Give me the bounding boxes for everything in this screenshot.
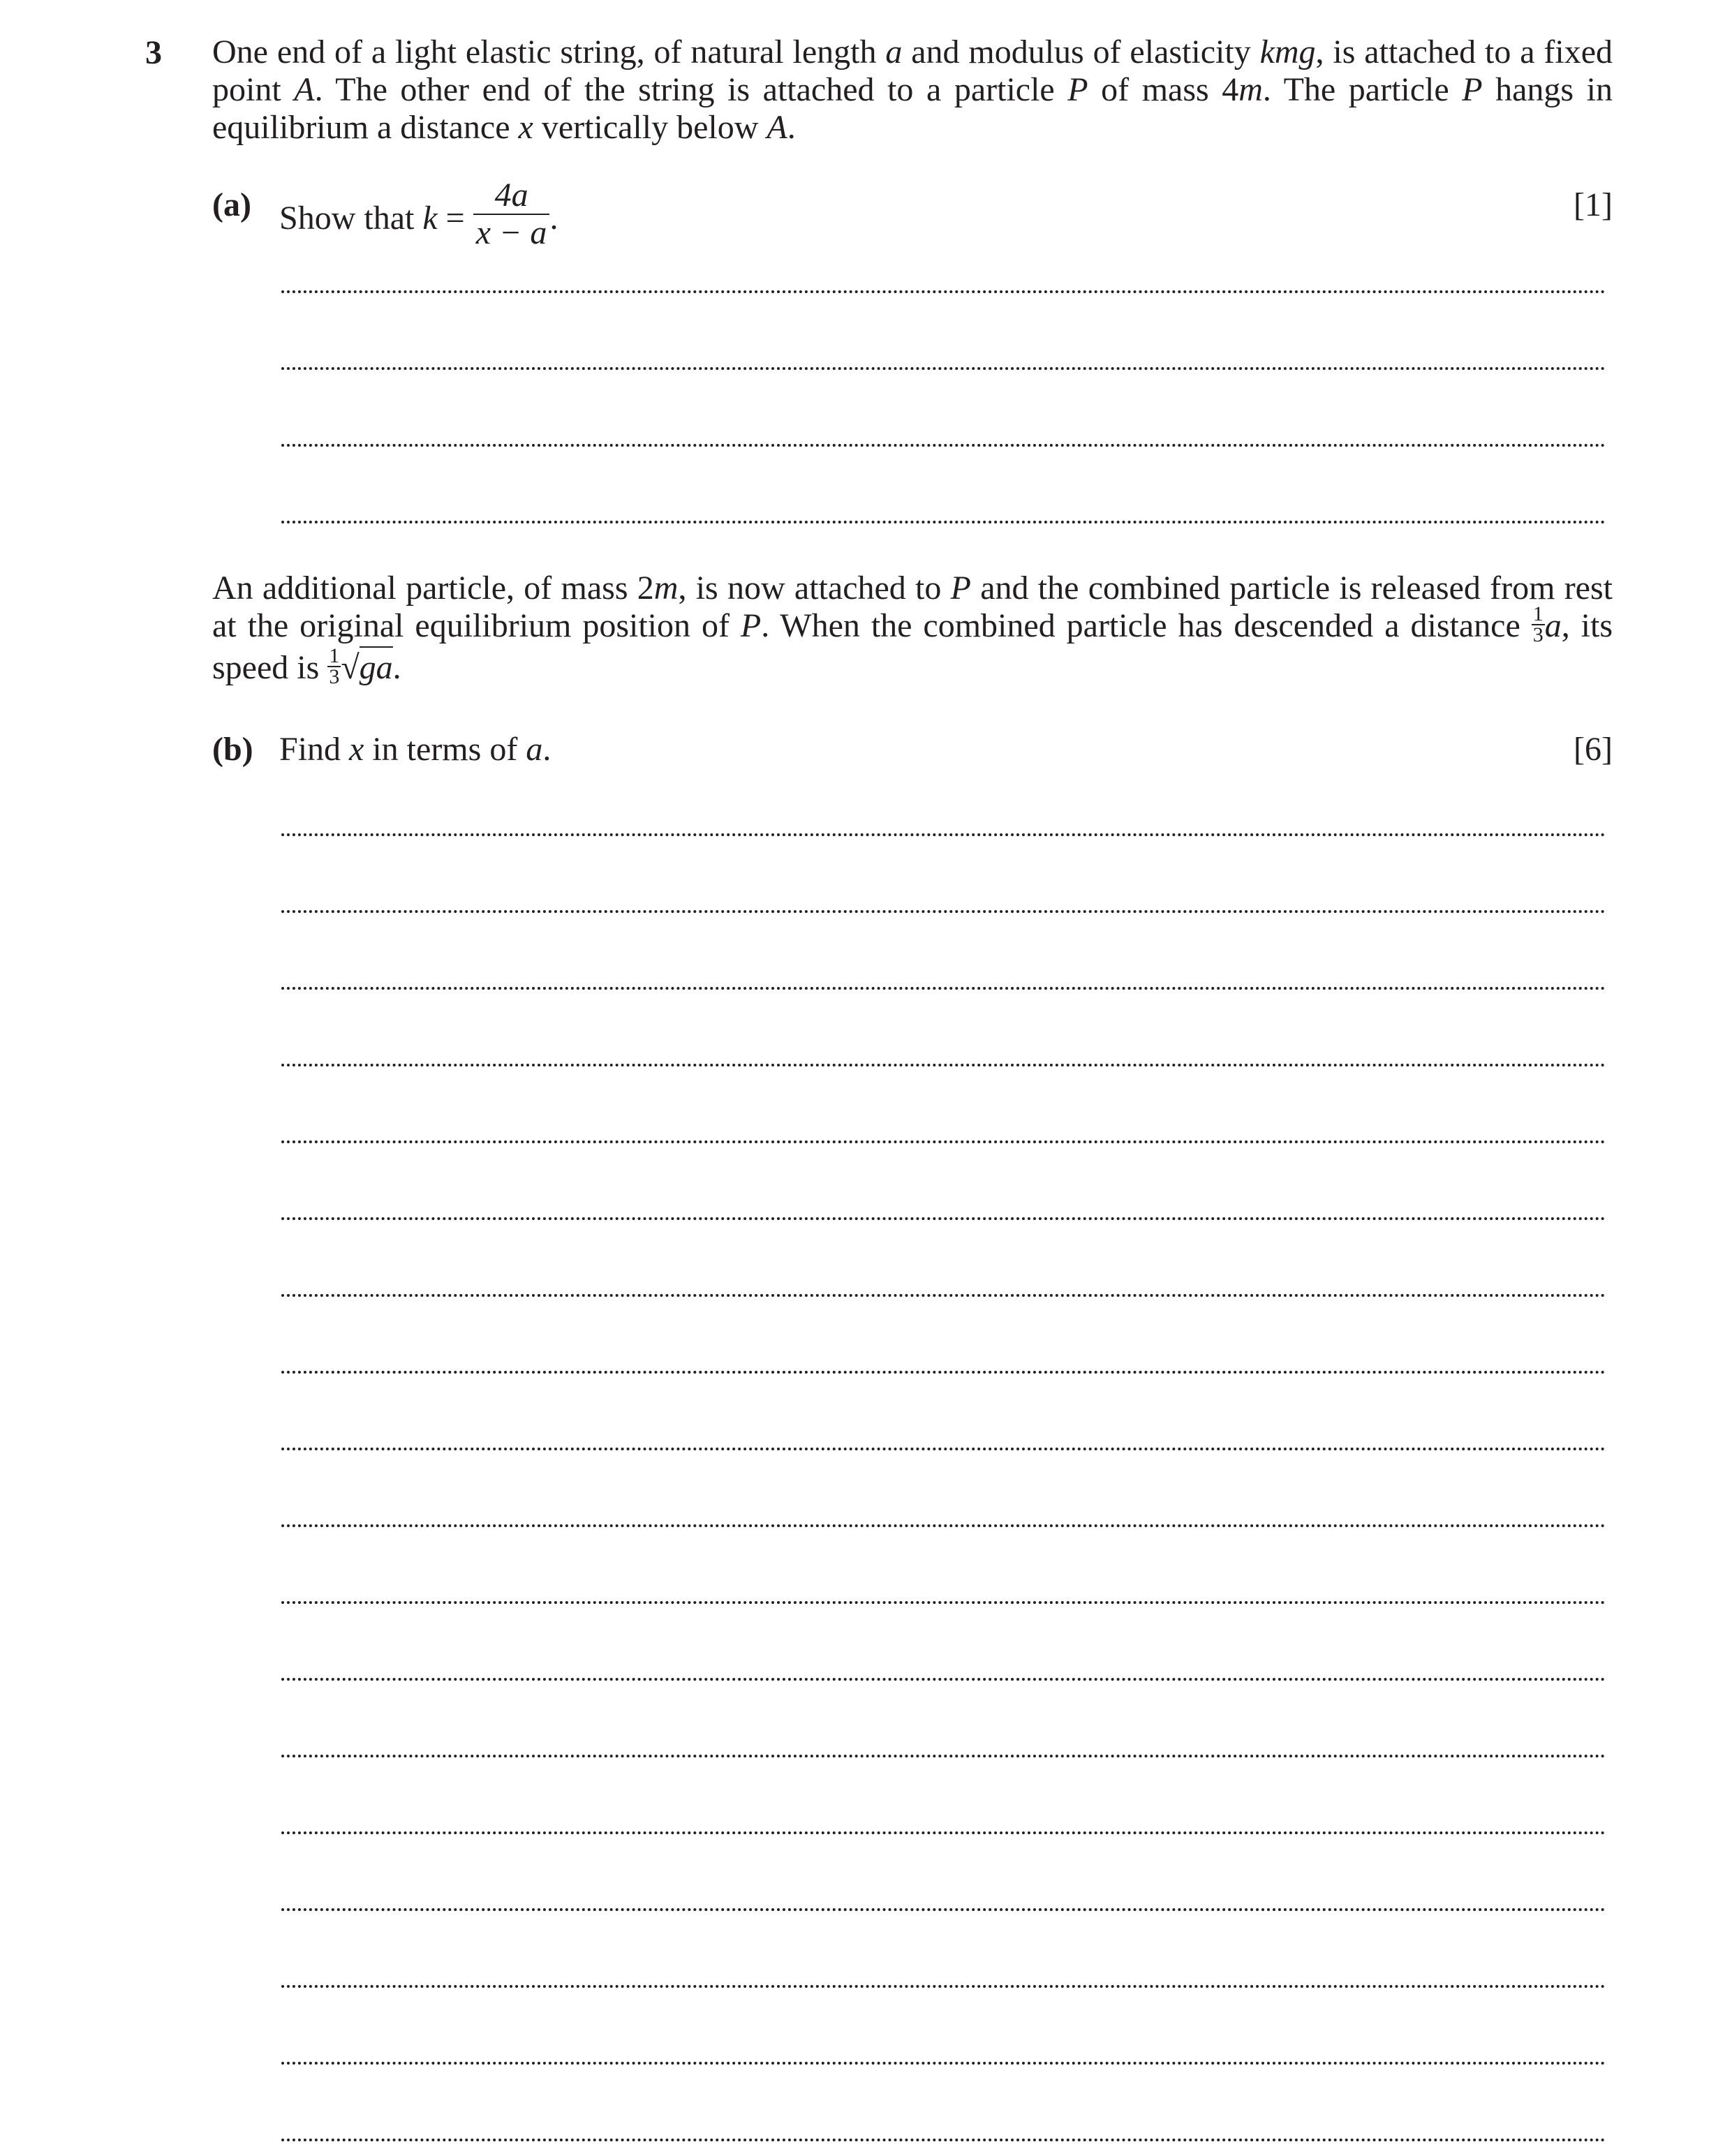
sqrt-symbol: √ — [341, 648, 360, 686]
answer-line[interactable] — [281, 1371, 1606, 1374]
answer-line[interactable] — [281, 833, 1606, 836]
part-a-label: (a) — [212, 186, 251, 223]
question-stem: One end of a light elastic string, of natural length a and modulus of elasticity kmg, is attached to a fixed point A. The other end of the string is attached to a particle P of mass 4m. The particle P hangs in equilibrium a distance x vertically below A. — [212, 34, 1613, 146]
answer-line[interactable] — [281, 367, 1606, 370]
fraction-4a-over-x-minus-a: $\frac{4a}{x - a}$ — [473, 177, 550, 251]
answer-line[interactable] — [281, 1294, 1606, 1297]
answer-line[interactable] — [281, 1448, 1606, 1450]
answer-line[interactable] — [281, 987, 1606, 990]
answer-line[interactable] — [281, 2139, 1606, 2141]
answer-line[interactable] — [281, 290, 1606, 293]
part-b-label: (b) — [212, 731, 253, 768]
answer-line[interactable] — [281, 1064, 1606, 1066]
part-b-marks: [6] — [1574, 731, 1613, 768]
answer-line[interactable] — [281, 1908, 1606, 1911]
part-b-answer-area[interactable] — [281, 0, 1606, 2156]
part-a-marks: [1] — [1574, 186, 1613, 223]
answer-line[interactable] — [281, 1601, 1606, 1604]
answer-line[interactable] — [281, 1831, 1606, 1834]
answer-line[interactable] — [281, 1524, 1606, 1527]
part-a-prompt: Show that k = $\frac{4a}{x - a}$ . — [279, 177, 558, 251]
answer-line[interactable] — [281, 1755, 1606, 1757]
answer-line[interactable] — [281, 521, 1606, 523]
part-b-prompt: Find x in terms of a. — [279, 731, 552, 768]
answer-line[interactable] — [281, 1217, 1606, 1220]
additional-info: An additional particle, of mass 2m, is now attached to P and the combined particle is released from rest at the original equilibrium position of P. When the combined particle has descended a distance $\frac{1}{3}$ a, its speed is $\frac{1}{3}$ √ga. — [212, 570, 1613, 688]
answer-line[interactable] — [281, 1140, 1606, 1143]
answer-line[interactable] — [281, 2062, 1606, 2065]
answer-line[interactable] — [281, 1678, 1606, 1681]
fraction-one-third: $\frac{1}{3}$ — [329, 644, 340, 688]
part-a-answer-area[interactable] — [281, 0, 1606, 2156]
answer-line[interactable] — [281, 444, 1606, 447]
question-number: 3 — [145, 34, 162, 71]
answer-line[interactable] — [281, 910, 1606, 913]
fraction-one-third: $\frac{1}{3}$ — [1532, 602, 1544, 646]
answer-line[interactable] — [281, 1985, 1606, 1988]
